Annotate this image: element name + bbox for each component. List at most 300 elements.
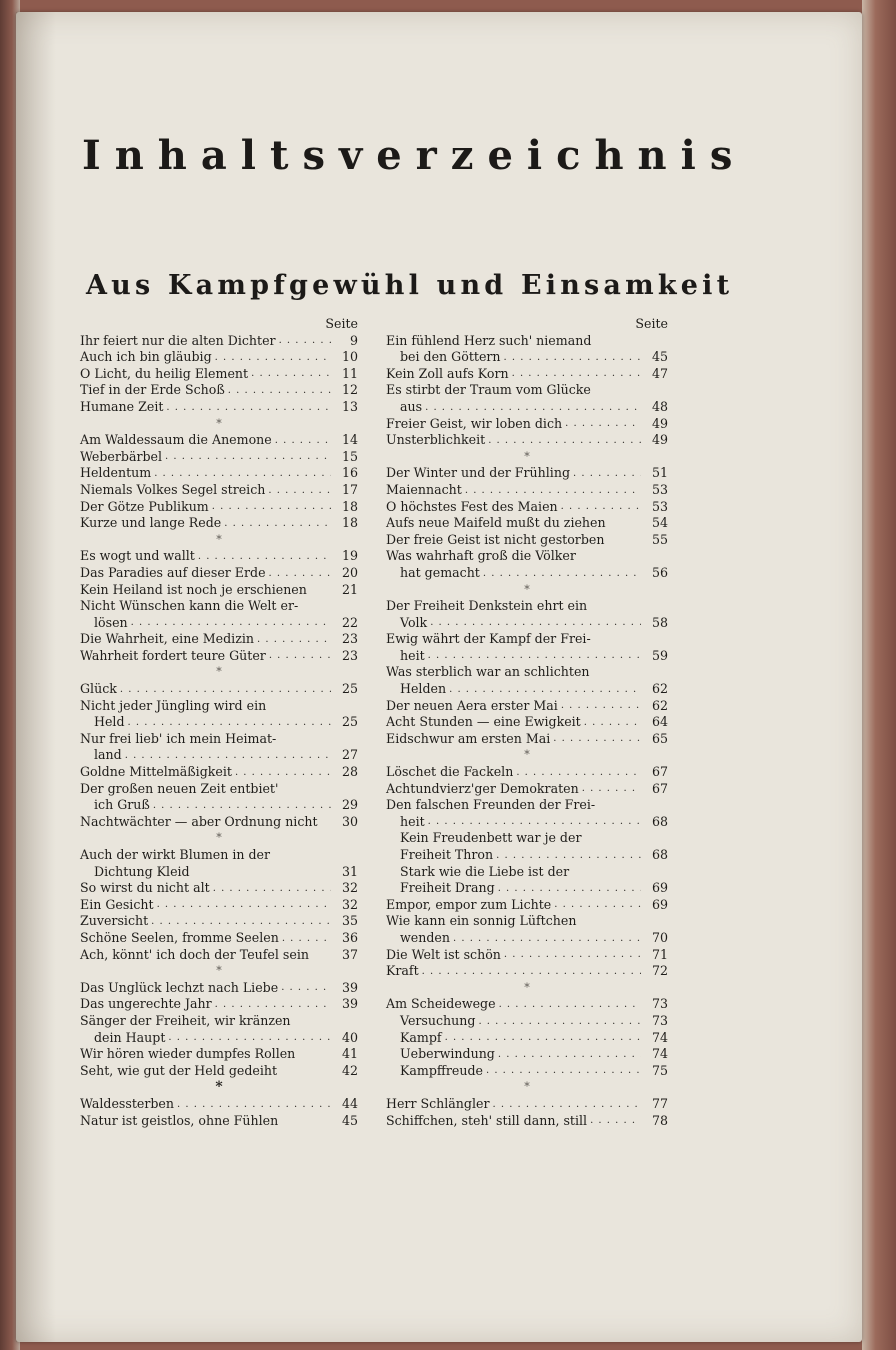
- toc-entry-title: Ach, könnt' ich doch der Teufel sein: [80, 946, 309, 962]
- toc-entry-title: Kein Freudenbett war je der: [400, 830, 582, 846]
- toc-entry-title: Löschet die Fackeln: [386, 764, 514, 780]
- toc-entry-title: Es stirbt der Traum vom Glücke: [386, 382, 591, 398]
- toc-entry-title: Der großen neuen Zeit entbiet': [80, 780, 279, 796]
- toc-entry: [80, 731, 358, 764]
- toc-entry-page-number: 59: [651, 647, 668, 663]
- toc-entry-title: Herr Schlängler: [386, 1095, 490, 1111]
- section-separator: *: [216, 532, 222, 546]
- toc-entry-page-number: 56: [651, 564, 668, 580]
- dot-leader: [512, 366, 641, 382]
- toc-entry-title: Unsterblichkeit: [386, 432, 486, 448]
- toc-entry-page-number: 62: [651, 681, 668, 697]
- toc-entry-title: Aufs neue Maifeld mußt du ziehen: [386, 515, 606, 531]
- toc-entry: [386, 482, 668, 499]
- toc-entry: [80, 366, 358, 383]
- toc-entry: [386, 333, 668, 366]
- toc-entry: [80, 449, 358, 466]
- toc-entry-title: lösen: [94, 614, 128, 630]
- toc-entry-title: Nur frei lieb' ich mein Heimat-: [80, 730, 277, 746]
- toc-entry-title: Der neuen Aera erster Mai: [386, 697, 558, 713]
- toc-entry: [80, 349, 358, 366]
- toc-entry: [80, 947, 358, 964]
- toc-entry-title: Ihr feiert nur die alten Dichter: [80, 332, 276, 348]
- toc-entry-page-number: 27: [341, 747, 358, 763]
- toc-entry-title: Freier Geist, wir loben dich: [386, 415, 563, 431]
- toc-entry: [80, 399, 358, 416]
- toc-entry: [80, 814, 358, 831]
- toc-entry: [80, 333, 358, 350]
- toc-entry-title: Heldentum: [80, 465, 152, 481]
- toc-entry-title: Glück: [80, 681, 117, 697]
- section-separator: *: [524, 980, 530, 994]
- toc-entry: [386, 1096, 668, 1113]
- dot-leader: [488, 433, 641, 449]
- book-cover-right-edge: [862, 0, 896, 1350]
- dot-leader: [153, 798, 331, 814]
- toc-entry-title: Den falschen Freunden der Frei-: [386, 797, 596, 813]
- toc-entry-title: Auch der wirkt Blumen in der: [80, 847, 271, 862]
- dot-leader: [154, 466, 331, 482]
- toc-entry: [386, 532, 668, 549]
- toc-entry: [386, 548, 668, 581]
- toc-entry-page-number: 67: [651, 764, 668, 780]
- toc-entry-page-number: 25: [341, 714, 358, 730]
- toc-entry-page-number: 19: [341, 548, 358, 564]
- toc-entry-page-number: 32: [341, 896, 358, 912]
- dot-leader: [198, 549, 331, 565]
- page-column-label: Seite: [325, 316, 358, 331]
- dot-leader: [554, 897, 641, 913]
- toc-entry-title: Goldne Mittelmäßigkeit: [80, 764, 232, 780]
- toc-entry: [80, 913, 358, 930]
- toc-entry: [386, 465, 668, 482]
- toc-entry-title: Das ungerechte Jahr: [80, 996, 212, 1012]
- toc-entry-page-number: 17: [341, 481, 358, 497]
- toc-entry-page-number: 48: [651, 398, 668, 414]
- page-title: Inhaltsverzeichnis: [82, 132, 747, 179]
- toc-entry-title: Volk: [400, 614, 428, 630]
- toc-entry-page-number: 23: [341, 647, 358, 663]
- toc-entry-title: Dichtung Kleid: [94, 863, 190, 879]
- dot-leader: [125, 748, 331, 764]
- toc-entry-title: Der Götze Publikum: [80, 498, 209, 514]
- toc-entry-title: Kraft: [386, 963, 419, 979]
- toc-entry: [80, 1096, 358, 1113]
- toc-left-column: [80, 316, 358, 1129]
- dot-leader: [478, 1014, 641, 1030]
- toc-entry-title: Ewig währt der Kampf der Frei-: [386, 631, 591, 647]
- dot-leader: [269, 566, 331, 582]
- toc-entry-page-number: 49: [651, 415, 668, 431]
- toc-entry-title: Schöne Seelen, fromme Seelen: [80, 929, 279, 945]
- toc-entry-title: Versuchung: [400, 1012, 476, 1028]
- toc-entry-title: Eidschwur am ersten Mai: [386, 730, 551, 746]
- toc-entry-title: Ein fühlend Herz such' niemand: [386, 332, 592, 348]
- toc-entry-title: Die Wahrheit, eine Medizin: [80, 631, 254, 647]
- toc-entry-page-number: 45: [651, 349, 668, 365]
- toc-entry: [80, 582, 358, 599]
- toc-entry-title: Wie kann ein sonnig Lüftchen: [386, 913, 577, 929]
- toc-entry-title: O Licht, du heilig Element: [80, 365, 249, 381]
- toc-entry-title: Das Unglück lechzt nach Liebe: [80, 979, 279, 995]
- toc-entry-title: Empor, empor zum Lichte: [386, 896, 552, 912]
- toc-entry-title: dein Haupt: [94, 1029, 166, 1045]
- toc-entry-page-number: 36: [341, 929, 358, 945]
- toc-entry-title: aus: [400, 398, 423, 414]
- dot-leader: [257, 632, 331, 648]
- toc-entry-title: Nachtwächter — aber Ordnung nicht: [80, 813, 318, 829]
- dot-leader: [561, 698, 641, 714]
- toc-entry: [80, 897, 358, 914]
- toc-entry-page-number: 39: [341, 979, 358, 995]
- toc-entry-title: Die Welt ist schön: [386, 946, 501, 962]
- toc-entry-page-number: 77: [651, 1095, 668, 1111]
- dot-leader: [177, 1097, 331, 1113]
- toc-entry-title: Wir hören wieder dumpfes Rollen: [80, 1046, 296, 1062]
- toc-entry: [80, 764, 358, 781]
- toc-entry-page-number: 14: [341, 432, 358, 448]
- toc-entry: [386, 947, 668, 964]
- toc-entry-title: Kein Zoll aufs Korn: [386, 365, 509, 381]
- toc-entry-page-number: 70: [651, 929, 668, 945]
- toc-entry: [386, 781, 668, 798]
- page-column-label: Seite: [635, 316, 668, 331]
- toc-entry-title: Zuversicht: [80, 913, 149, 929]
- toc-entry: [80, 432, 358, 449]
- toc-entry-page-number: 47: [651, 365, 668, 381]
- toc-entry: [80, 465, 358, 482]
- toc-entry-title: Was sterblich war an schlichten: [386, 664, 590, 680]
- dot-leader: [215, 350, 331, 366]
- toc-entry-title: Das Paradies auf dieser Erde: [80, 564, 266, 580]
- toc-entry: [386, 631, 668, 664]
- toc-entry-title: Wahrheit fordert teure Güter: [80, 647, 266, 663]
- dot-leader: [496, 848, 641, 864]
- toc-entry-title: hat gemacht: [400, 564, 480, 580]
- toc-entry: [386, 366, 668, 383]
- toc-entry: [80, 482, 358, 499]
- toc-entry-title: Nicht Wünschen kann die Welt er-: [80, 598, 299, 614]
- dot-leader: [251, 366, 331, 382]
- toc-entry: [386, 1113, 668, 1130]
- toc-entry-title: Schiffchen, steh' still dann, still: [386, 1112, 588, 1128]
- dot-leader: [166, 400, 331, 416]
- toc-entry-page-number: 10: [341, 349, 358, 365]
- toc-entry-title: Waldessterben: [80, 1095, 174, 1111]
- dot-leader: [504, 350, 641, 366]
- toc-entry-title: Freiheit Drang: [400, 880, 495, 896]
- toc-right-column: [386, 316, 668, 1129]
- toc-entry: [80, 1013, 358, 1046]
- dot-leader: [428, 814, 641, 830]
- dot-leader: [590, 1113, 641, 1129]
- dot-leader: [168, 1030, 331, 1046]
- toc-entry: [386, 432, 668, 449]
- toc-entry-page-number: 42: [341, 1062, 358, 1078]
- toc-entry-page-number: 71: [651, 946, 668, 962]
- toc-entry-page-number: 11: [341, 365, 358, 381]
- section-separator: *: [216, 665, 222, 679]
- toc-entry: [386, 1030, 668, 1047]
- dot-leader: [131, 615, 331, 631]
- toc-entry-page-number: 16: [341, 465, 358, 481]
- dot-leader: [281, 980, 331, 996]
- toc-entry-page-number: 21: [341, 581, 358, 597]
- toc-entry-page-number: 78: [651, 1112, 668, 1128]
- toc-entry: [80, 698, 358, 731]
- dot-leader: [212, 499, 331, 515]
- section-separator: *: [216, 416, 222, 430]
- toc-entry-page-number: 18: [341, 498, 358, 514]
- toc-entry-title: Nicht jeder Jüngling wird ein: [80, 697, 267, 713]
- dot-leader: [128, 715, 331, 731]
- section-separator: *: [524, 582, 530, 596]
- toc-entry-title: Der Winter und der Frühling: [386, 465, 571, 481]
- toc-entry-page-number: 55: [651, 531, 668, 547]
- toc-entry-page-number: 65: [651, 730, 668, 746]
- toc-entry-title: heit: [400, 813, 425, 829]
- dot-leader: [553, 731, 641, 747]
- dot-leader: [465, 483, 641, 499]
- toc-entry-title: Tief in der Erde Schoß: [80, 382, 225, 398]
- toc-entry-title: Held: [94, 714, 125, 730]
- toc-entry: [80, 996, 358, 1013]
- toc-entry-title: Kampffreude: [400, 1062, 483, 1078]
- toc-entry-page-number: 69: [651, 896, 668, 912]
- toc-entry-page-number: 49: [651, 432, 668, 448]
- dot-leader: [120, 682, 331, 698]
- dot-leader: [151, 914, 331, 930]
- dot-leader: [492, 1097, 641, 1113]
- toc-entry-page-number: 35: [341, 913, 358, 929]
- toc-entry-page-number: 68: [651, 813, 668, 829]
- toc-entry-page-number: 31: [341, 863, 358, 879]
- toc-entry-page-number: 72: [651, 963, 668, 979]
- dot-leader: [565, 416, 641, 432]
- toc-entry-page-number: 23: [341, 631, 358, 647]
- toc-entry-page-number: 37: [341, 946, 358, 962]
- toc-entry-page-number: 67: [651, 780, 668, 796]
- toc-entry: [386, 499, 668, 516]
- dot-leader: [269, 648, 331, 664]
- toc-entry-title: Kurze und lange Rede: [80, 515, 222, 531]
- toc-entry-title: Auch ich bin gläubig: [80, 349, 212, 365]
- toc-entry-page-number: 54: [651, 515, 668, 531]
- toc-entry-page-number: 13: [341, 398, 358, 414]
- section-separator: *: [524, 449, 530, 463]
- toc-entry-title: Weberbärbel: [80, 448, 163, 464]
- toc-entry-page-number: 18: [341, 515, 358, 531]
- toc-entry: [386, 664, 668, 697]
- section-separator: *: [215, 1079, 223, 1096]
- toc-entry-page-number: 44: [341, 1095, 358, 1111]
- toc-entry-page-number: 15: [341, 448, 358, 464]
- toc-entry-title: wenden: [400, 929, 450, 945]
- dot-leader: [483, 566, 641, 582]
- toc-entry-page-number: 28: [341, 764, 358, 780]
- toc-entry: [80, 781, 358, 814]
- toc-entry: [80, 648, 358, 665]
- toc-entry: [386, 1063, 668, 1080]
- toc-entry-title: Der Freiheit Denkstein ehrt ein: [386, 598, 588, 614]
- toc-entry-title: Sänger der Freiheit, wir kränzen: [80, 1012, 291, 1028]
- toc-entry-title: Natur ist geistlos, ohne Fühlen: [80, 1112, 279, 1128]
- toc-entry: [80, 980, 358, 997]
- dot-leader: [498, 881, 641, 897]
- toc-entry: [80, 631, 358, 648]
- toc-entry: [386, 714, 668, 731]
- dot-leader: [213, 881, 331, 897]
- dot-leader: [425, 400, 641, 416]
- dot-leader: [422, 964, 641, 980]
- toc-entry-title: land: [94, 747, 122, 763]
- toc-entry: [80, 847, 358, 880]
- toc-entry-title: Kein Heiland ist noch je erschienen: [80, 581, 307, 597]
- toc-entry-page-number: 9: [349, 332, 358, 348]
- toc-entry: [80, 499, 358, 516]
- toc-entry: [386, 1046, 668, 1063]
- section-title: Aus Kampfgewühl und Einsamkeit: [86, 270, 734, 301]
- toc-entry: [386, 382, 668, 415]
- toc-entry-title: Es wogt und wallt: [80, 548, 195, 564]
- toc-entry-title: Ueberwindung: [400, 1046, 495, 1062]
- toc-entry-title: Der freie Geist ist nicht gestorben: [386, 531, 605, 547]
- toc-entry-title: Stark wie die Liebe ist der: [400, 863, 570, 879]
- toc-entry: [80, 548, 358, 565]
- dot-leader: [584, 715, 641, 731]
- toc-entry-page-number: 22: [341, 614, 358, 630]
- toc-entry: [80, 1046, 358, 1063]
- section-separator: *: [216, 964, 222, 978]
- toc-entry-title: Am Scheidewege: [386, 996, 496, 1012]
- dot-leader: [268, 483, 331, 499]
- toc-entry: [386, 698, 668, 715]
- dot-leader: [430, 615, 641, 631]
- toc-entry-title: So wirst du nicht alt: [80, 880, 210, 896]
- toc-entry-page-number: 29: [341, 797, 358, 813]
- dot-leader: [453, 931, 641, 947]
- toc-entry-title: Humane Zeit: [80, 398, 164, 414]
- dot-leader: [279, 333, 331, 349]
- toc-entry: [386, 963, 668, 980]
- dot-leader: [235, 765, 331, 781]
- toc-entry: [386, 830, 668, 863]
- section-separator: *: [216, 831, 222, 845]
- toc-entry-title: Acht Stunden — eine Ewigkeit: [386, 714, 581, 730]
- toc-entry-page-number: 73: [651, 996, 668, 1012]
- toc-entry-title: Niemals Volkes Segel streich: [80, 481, 266, 497]
- dot-leader: [228, 383, 331, 399]
- toc-entry: [80, 1113, 358, 1130]
- toc-entry-page-number: 62: [651, 697, 668, 713]
- toc-entry-page-number: 45: [341, 1112, 358, 1128]
- toc-entry-page-number: 53: [651, 498, 668, 514]
- toc-entry-title: heit: [400, 647, 425, 663]
- toc-entry: [386, 598, 668, 631]
- toc-entry-page-number: 20: [341, 564, 358, 580]
- dot-leader: [504, 947, 641, 963]
- dot-leader: [282, 931, 331, 947]
- toc-entry: [80, 382, 358, 399]
- toc-entry-page-number: 30: [341, 813, 358, 829]
- toc-entry: [386, 416, 668, 433]
- toc-entry: [80, 565, 358, 582]
- toc-entry-page-number: 25: [341, 681, 358, 697]
- toc-entry-page-number: 53: [651, 481, 668, 497]
- toc-entry: [80, 598, 358, 631]
- toc-entry-page-number: 39: [341, 996, 358, 1012]
- dot-leader: [582, 781, 641, 797]
- dot-leader: [224, 516, 331, 532]
- toc-entry-title: bei den Göttern: [400, 349, 501, 365]
- toc-entry: [386, 764, 668, 781]
- dot-leader: [449, 682, 641, 698]
- toc-entry: [386, 913, 668, 946]
- toc-entry-title: Helden: [400, 681, 447, 697]
- toc-entry-page-number: 58: [651, 614, 668, 630]
- section-separator: *: [524, 748, 530, 762]
- dot-leader: [157, 897, 331, 913]
- toc-entry-page-number: 74: [651, 1029, 668, 1045]
- toc-entry: [80, 681, 358, 698]
- toc-entry: [80, 1063, 358, 1080]
- dot-leader: [215, 997, 331, 1013]
- toc-entry-title: ich Gruß: [94, 797, 150, 813]
- toc-entry-page-number: 75: [651, 1062, 668, 1078]
- toc-entry: [80, 930, 358, 947]
- dot-leader: [428, 648, 641, 664]
- toc-entry: [80, 880, 358, 897]
- dot-leader: [499, 997, 641, 1013]
- toc-entry-page-number: 40: [341, 1029, 358, 1045]
- toc-entry-title: O höchstes Fest des Maien: [386, 498, 558, 514]
- toc-entry-title: Freiheit Thron: [400, 847, 494, 862]
- dot-leader: [165, 449, 331, 465]
- toc-entry: [386, 864, 668, 897]
- toc-entry-title: Kampf: [400, 1029, 442, 1045]
- dot-leader: [498, 1047, 641, 1063]
- dot-leader: [516, 765, 641, 781]
- dot-leader: [486, 1063, 641, 1079]
- toc-entry: [386, 897, 668, 914]
- toc-entry: [386, 515, 668, 532]
- toc-entry-page-number: 74: [651, 1046, 668, 1062]
- toc-entry: [386, 731, 668, 748]
- toc-entry-title: Achtundvierz'ger Demokraten: [386, 780, 579, 796]
- toc-entry: [386, 996, 668, 1013]
- toc-entry-page-number: 73: [651, 1012, 668, 1028]
- dot-leader: [445, 1030, 641, 1046]
- toc-entry: [80, 515, 358, 532]
- toc-entry-title: Ein Gesicht: [80, 896, 154, 912]
- toc-entry-page-number: 32: [341, 880, 358, 896]
- toc-entry: [386, 1013, 668, 1030]
- toc-entry-page-number: 68: [651, 847, 668, 862]
- dot-leader: [573, 466, 641, 482]
- toc-entry-page-number: 64: [651, 714, 668, 730]
- toc-entry-page-number: 41: [341, 1046, 358, 1062]
- toc-entry-page-number: 69: [651, 880, 668, 896]
- toc-entry-title: Was wahrhaft groß die Völker: [386, 548, 576, 564]
- page-gutter-shadow: [16, 12, 56, 1342]
- dot-leader: [561, 499, 641, 515]
- toc-entry-page-number: 12: [341, 382, 358, 398]
- toc-entry-title: Seht, wie gut der Held gedeiht: [80, 1062, 278, 1078]
- toc-entry-title: Am Waldessaum die Anemone: [80, 432, 272, 448]
- section-separator: *: [524, 1080, 530, 1094]
- toc-entry-page-number: 51: [651, 465, 668, 481]
- toc-entry-title: Maiennacht: [386, 481, 462, 497]
